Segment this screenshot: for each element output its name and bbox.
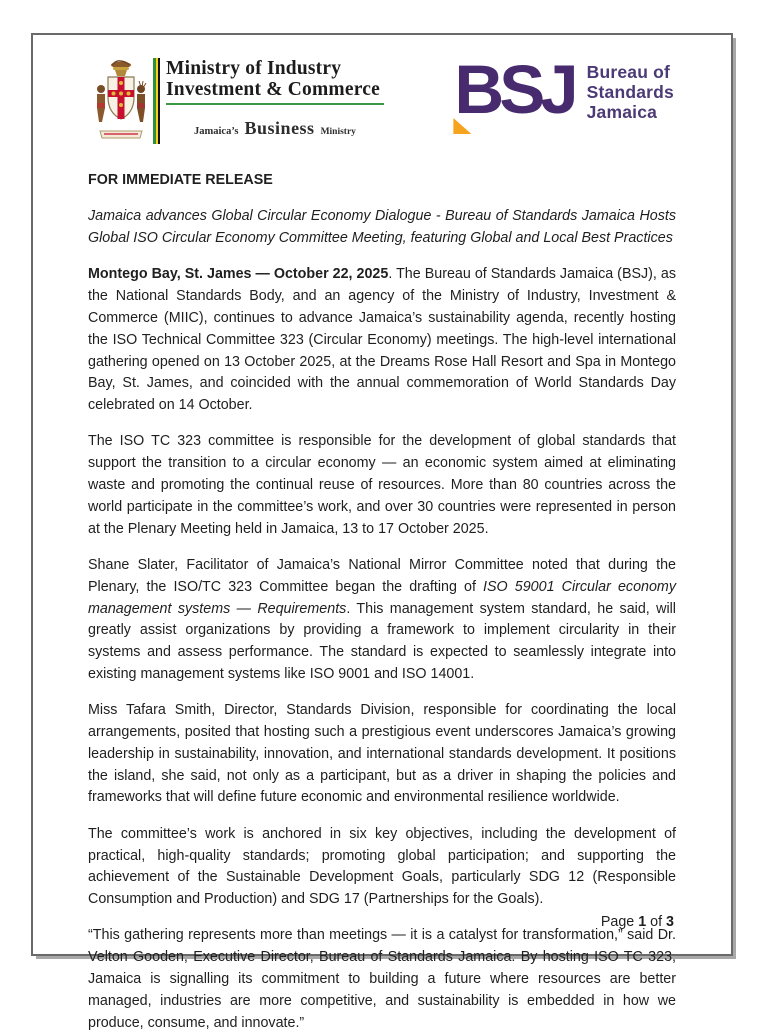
footer-page-word: Page bbox=[600, 914, 639, 930]
paragraph-3-before: Shane Slater, Facilitator of Jamaica’s National Mirror Committee noted that during the Plenary, the ISO/TC 323 Committee began the drafting of bbox=[88, 556, 676, 595]
standard-title: ISO 59001 Circular economy management systems — Requirements bbox=[88, 578, 676, 617]
jamaica-coat-of-arms-icon bbox=[94, 59, 148, 143]
header bbox=[94, 51, 674, 146]
bsj-acronym-text: BSJ bbox=[454, 51, 574, 128]
footer-of-word: of bbox=[646, 914, 667, 930]
document-page bbox=[31, 33, 733, 1031]
jamaica-flag-stripe-bar bbox=[153, 58, 160, 144]
body-paragraph-1 bbox=[88, 264, 676, 417]
paragraph-3-after: . This management system standard, he said, will greatly assist organizations by providing a framework to implement circularity in their systems and assess performance. The standard is expected to seamlessly integrate into existing management systems like ISO 9001 and ISO 14001. bbox=[88, 600, 676, 682]
footer-total-pages: 3 bbox=[666, 914, 674, 930]
miic-tagline bbox=[166, 118, 384, 139]
bsj-name-line1: Bureau of bbox=[586, 62, 671, 82]
document-body bbox=[88, 170, 676, 1034]
press-release-subtitle: Jamaica advances Global Circular Economy Dialogue - Bureau of Standards Jamaica Hosts Global ISO Circular Economy Committee Meeting, featuring Global and Local Best Practices bbox=[88, 208, 676, 247]
body-paragraph-3 bbox=[88, 555, 676, 686]
miic-name-line2: Investment & Commerce bbox=[166, 79, 380, 100]
miic-tagline-main: Business bbox=[244, 118, 315, 138]
miic-tagline-post: Ministry bbox=[320, 127, 356, 137]
bsj-name-line2: Standards bbox=[586, 82, 674, 102]
miic-logo-text bbox=[166, 58, 384, 139]
page-number-footer bbox=[601, 914, 674, 930]
body-paragraph-6: “This gathering represents more than meetings — it is a catalyst for transformation,” said Dr. Velton Gooden, Executive Director, Bureau of Standards Jamaica. By hosting ISO TC 323, Jamaica is signalling its commitment to building a future where resources are better managed, industries are more competitive, and sustainability is embedded in how we produce, consume, and innovate.” bbox=[88, 927, 676, 1031]
bsj-name bbox=[587, 62, 674, 122]
bsj-name-line3: Jamaica bbox=[586, 102, 658, 122]
body-paragraph-5: The committee’s work is anchored in six key objectives, including the development of practical, high-quality standards; promoting global participation; and supporting the achievement of the Sustainable Development Goals, particularly SDG 12 (Responsible Consumption and Production) and SDG 17 (Partnerships for the Goals). bbox=[88, 825, 676, 908]
body-paragraph-4: Miss Tafara Smith, Director, Standards Division, responsible for coordinating the local arrangements, posited that hosting such a prestigious event underscores Jamaica’s growing leadership in sustainability, innovation, and international standards development. It positions the island, she said, not only as a participant, but as a driver in shaping the policies and frameworks that will define future economic and environmental resilience worldwide. bbox=[88, 702, 676, 806]
miic-tagline-pre: Jamaica’s bbox=[194, 126, 239, 137]
bsj-acronym bbox=[454, 51, 574, 138]
body-paragraph-2: The ISO TC 323 committee is responsible for the development of global standards that support the transition to a circular economy — an economic system aimed at eliminating waste and promoting the continual reuse of resources. More than 80 countries across the world participate in the committee’s work, and over 30 countries were represented in person at the Plenary Meeting held in Jamaica, 13 to 17 October 2025. bbox=[88, 433, 676, 537]
miic-name-line1: Ministry of Industry bbox=[166, 58, 342, 79]
release-line: FOR IMMEDIATE RELEASE bbox=[88, 172, 273, 188]
miic-logo bbox=[94, 58, 384, 144]
miic-name bbox=[166, 58, 384, 105]
dateline: Montego Bay, St. James — October 22, 2025 bbox=[88, 266, 389, 283]
footer-page-number: 1 bbox=[638, 914, 647, 930]
paragraph-1-text: . The Bureau of Standards Jamaica (BSJ), as the National Standards Body, and an agency of the Ministry of Industry, Investment & Commerce (MIIC), continues to advance Jamaica’s sustainability agenda, recently hosting the ISO Technical Committee 323 (Circular Economy) meetings. The high-level international gathering opened on 13 October 2025, at the Dreams Rose Hall Resort and Spa in Montego Bay, St. James, and coincided with the annual commemoration of World Standards Day celebrated on 14 October. bbox=[88, 266, 677, 414]
bsj-logo bbox=[454, 51, 674, 138]
